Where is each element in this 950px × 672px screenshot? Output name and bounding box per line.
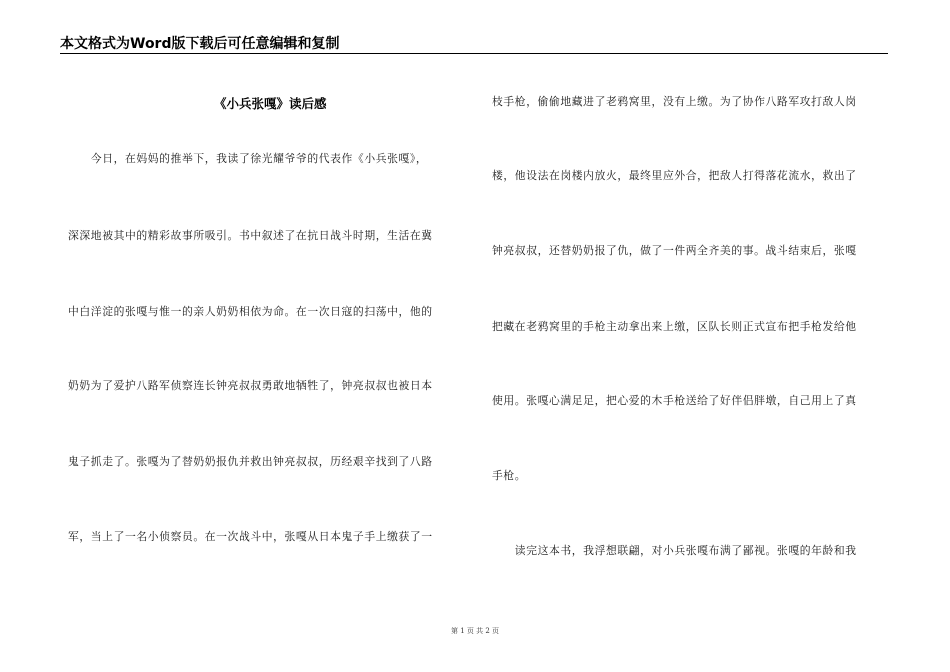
paragraph-line: 使用。张嘎心满足足，把心爱的木手枪送给了好伴侣胖墩，自己用上了真	[492, 394, 857, 407]
paragraph-line: 钟亮叔叔，还替奶奶报了仇，做了一件两全齐美的事。战斗结束后，张嘎	[492, 244, 857, 257]
paragraph-line: 军，当上了一名小侦察员。在一次战斗中，张嘎从日本鬼子手上缴获了一	[68, 530, 433, 543]
paragraph-line: 鬼子抓走了。张嘎为了替奶奶报仇并救出钟亮叔叔，历经艰辛找到了八路	[68, 455, 433, 468]
paragraph-line: 深深地被其中的精彩故事所吸引。书中叙述了在抗日战斗时期，生活在冀	[68, 229, 433, 242]
header-divider	[60, 53, 888, 54]
paragraph-line: 把藏在老鸦窝里的手枪主动拿出来上缴，区队长则正式宣布把手枪发给他	[492, 320, 857, 333]
paragraph-line: 读完这本书，我浮想联翩，对小兵张嘎布满了鄙视。张嘎的年龄和我	[492, 544, 857, 557]
paragraph-line: 楼，他设法在岗楼内放火，最终里应外合，把敌人打得落花流水，救出了	[492, 169, 857, 182]
document-title: 《小兵张嘎》读后感	[214, 96, 327, 111]
paragraph-line: 枝手枪，偷偷地藏进了老鸦窝里，没有上缴。为了协作八路军攻打敌人岗	[492, 95, 857, 108]
paragraph-line: 手枪。	[492, 469, 527, 482]
document-header-banner: 本文格式为Word版下载后可任意编辑和复制	[60, 36, 340, 52]
paragraph-line: 奶奶为了爱护八路军侦察连长钟亮叔叔勇敢地牺牲了，钟亮叔叔也被日本	[68, 379, 433, 392]
paragraph-line: 今日，在妈妈的推举下，我读了徐光耀爷爷的代表作《小兵张嘎》，	[68, 152, 428, 165]
paragraph-line: 中白洋淀的张嘎与惟一的亲人奶奶相依为命。在一次日寇的扫荡中，他的	[68, 305, 433, 318]
page-number: 第 1 页 共 2 页	[450, 627, 500, 635]
